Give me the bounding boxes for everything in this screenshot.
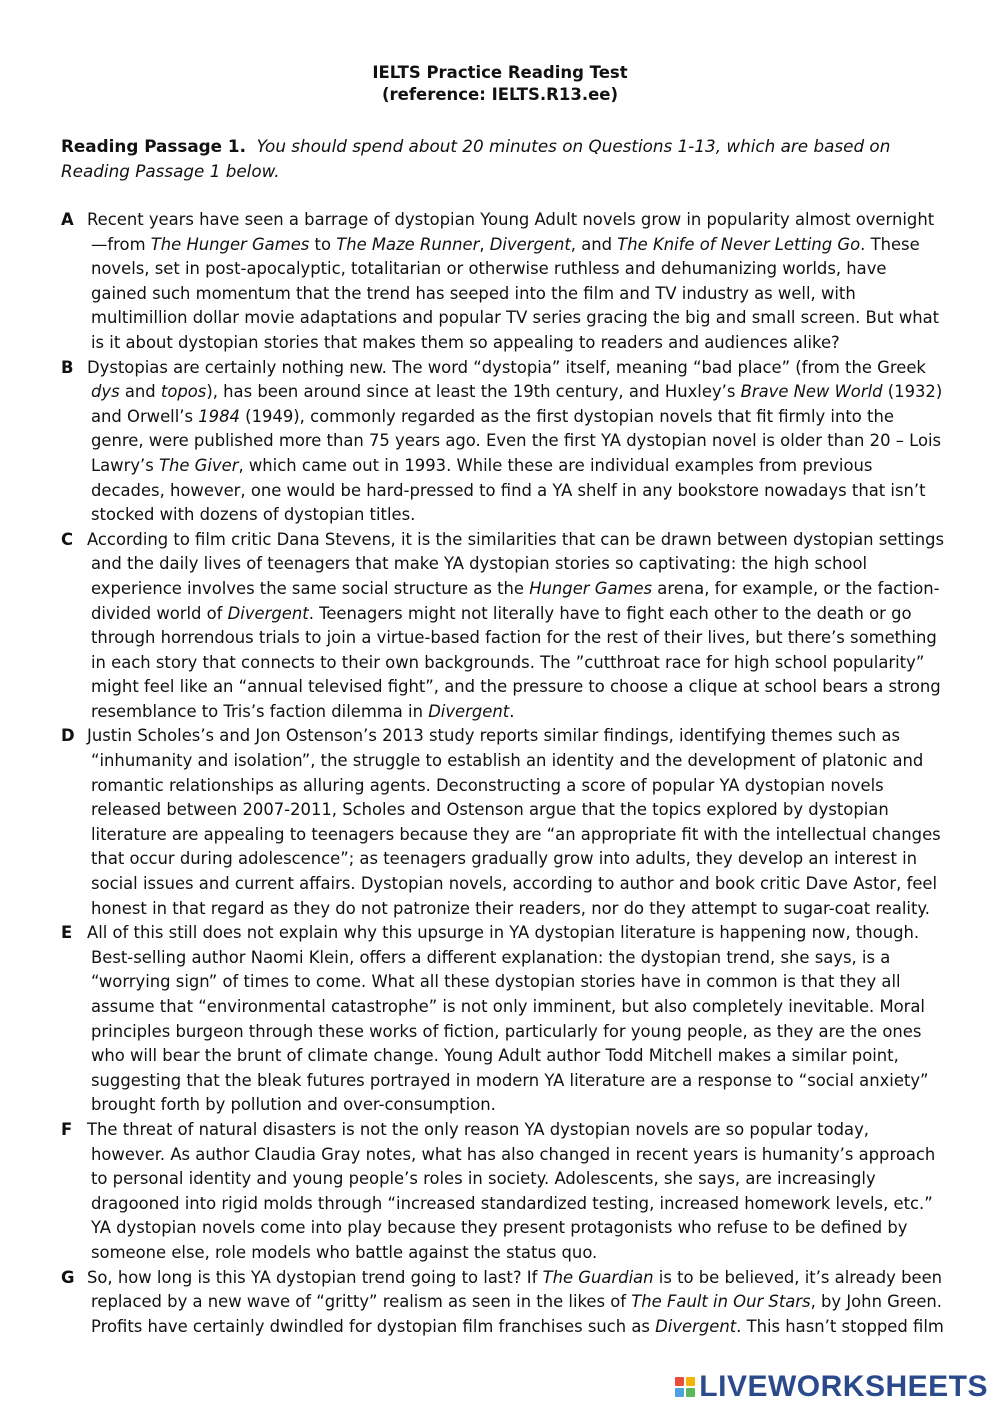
logo-block <box>675 1377 684 1386</box>
title-reference: The Knife of Never Letting Go <box>617 234 861 254</box>
paragraph-text: According to film critic Dana Stevens, it is the similarities that can be drawn between dystopian settings and the daily lives of teenagers that make YA dystopian stories so captivating: the high school experience involves the same social structure as the <box>87 529 945 598</box>
page-title: IELTS Practice Reading Test <box>372 63 628 82</box>
title-reference: The Fault in Our Stars <box>631 1292 811 1312</box>
paragraph-text: All of this still does not explain why this upsurge in YA dystopian literature is happening now, though. Best-selling author Naomi Klein, offers a different explanation: the dystopian trend, she says, is a “worrying sign” of times to come. What all these dystopian stories have in common is that they all assume that “environmental catastrophe” is not only imminent, but also completely inevitable. Moral principles burgeon through these works of fiction, particularly for young people, as they are the ones who will bear the brunt of climate change. Young Adult author Todd Mitchell makes a similar point, suggesting that the bleak futures portrayed in modern YA literature are a response to “social anxiety” brought forth by pollution and over-consumption. <box>87 923 929 1115</box>
logo-mark-icon <box>675 1377 695 1397</box>
paragraph-b <box>61 356 946 528</box>
paragraph-text: , <box>479 234 490 254</box>
paragraph-text: . These novels, set in post-apocalyptic, totalitarian or otherwise ruthless and dehumanizing worlds, have gained such momentum that the trend has seeped into the film and TV industry as well, with multimillion dollar movie adaptations and popular TV series gracing the big and small screen. But what is it about dystopian stories that makes them so appealing to readers and audiences alike? <box>91 234 940 352</box>
paragraph-text: ), has been around since at least the 19th century, and Huxley’s <box>206 382 741 402</box>
paragraph-text: . <box>509 701 515 721</box>
paragraph-e <box>61 921 946 1118</box>
logo-block <box>686 1388 695 1397</box>
reference-code: (reference: IELTS.R13.ee) <box>381 85 619 104</box>
title-reference: Brave New World <box>740 382 883 402</box>
title-reference: Hunger Games <box>529 578 653 598</box>
paragraph-letter: A <box>61 210 74 229</box>
paragraph-letter: C <box>61 529 74 549</box>
paragraph-text: (1949), commonly regarded as the first dystopian novels that fit firmly into the genre, were published more than 75 years ago. Even the first YA dystopian novel is older than 20 – Lois Lawry’s <box>91 406 942 475</box>
paragraph-text: . Teenagers might not literally have to fight each other to the death or go through horrendous trials to join a virtue-based faction for the rest of their lives, but there’s something in each story that connects to their own backgrounds. The ”cutthroat race for high school popularity” might feel like an “annual televised fight”, and the pressure to choose a clique at school bears a strong resemblance to Tris’s faction dilemma in <box>91 603 941 721</box>
title-reference: topos <box>160 382 207 402</box>
document-header <box>0 62 1000 106</box>
paragraph-text: and <box>119 382 161 402</box>
paragraph-text: So, how long is this YA dystopian trend going to last? If <box>87 1267 543 1287</box>
passage-label: Reading Passage 1. <box>61 136 246 156</box>
title-reference: Divergent <box>655 1316 737 1336</box>
paragraph-d <box>61 724 946 921</box>
logo-text: LIVEWORKSHEETS <box>699 1370 988 1403</box>
title-reference: Divergent <box>489 234 571 254</box>
passage-instruction: You should spend about 20 minutes on Questions 1-13, which are based on Reading Passage 1 below. <box>61 136 891 181</box>
logo-block <box>675 1388 684 1397</box>
paragraph-letter: D <box>61 726 75 746</box>
logo-block <box>686 1377 695 1386</box>
title-reference: The Giver <box>158 455 239 475</box>
paragraph-text: , and <box>570 234 618 254</box>
title-reference: dys <box>91 382 120 402</box>
paragraph-text: Justin Scholes’s and Jon Ostenson’s 2013 study reports similar findings, identifying themes such as “inhumanity and isolation”, the struggle to establish an identity and the development of platonic and romantic relationships as alluring agents. Deconstructing a score of popular YA dystopian novels released between 2007-2011, Scholes and Ostenson argue that the topics explored by dystopian literature are appealing to teenagers because they are “an appropriate fit with the intellectual changes that occur during adolescence”; as teenagers gradually grow into adults, they develop an interest in social issues and current affairs. Dystopian novels, according to author and book critic Dave Astor, feel honest in that regard as they do not patronize their readers, nor do they attempt to sugar-coat reality. <box>87 726 941 918</box>
title-reference: The Guardian <box>542 1267 654 1287</box>
title-reference: The Hunger Games <box>150 234 310 254</box>
title-reference: Divergent <box>428 701 510 721</box>
paragraph-text: is to be believed, it’s already been replaced by a new wave of “gritty” realism as seen in the likes of <box>91 1267 943 1312</box>
paragraph-text: Recent years have seen a barrage of dystopian Young Adult novels grow in popularity almost overnight—from <box>87 210 935 254</box>
paragraph-letter: F <box>61 1119 73 1139</box>
passage-body <box>61 208 946 1339</box>
liveworksheets-logo <box>675 1370 988 1404</box>
title-reference: The Maze Runner <box>336 234 480 254</box>
paragraph-letter: B <box>61 357 74 377</box>
paragraph-g <box>61 1266 946 1340</box>
paragraph-text: The threat of natural disasters is not the only reason YA dystopian novels are so popular today, however. As author Claudia Gray notes, what has also changed in recent years is humanity’s approach to personal identity and young people’s roles in society. Adolescents, she says, are increasingly dragooned into rigid molds through “increased standardized testing, increased homework levels, etc.” YA dystopian novels come into play because they present protagonists who refuse to be defined by someone else, role models who battle against the status quo. <box>87 1119 936 1262</box>
paragraph-c <box>61 528 946 725</box>
paragraph-text: (1932) and Orwell’s <box>91 382 943 426</box>
paragraph-f <box>61 1118 946 1266</box>
paragraph-a <box>61 208 946 356</box>
title-reference: 1984 <box>198 406 240 426</box>
passage-intro <box>61 134 941 184</box>
paragraph-text: to <box>309 234 337 254</box>
paragraph-text: Dystopias are certainly nothing new. The word “dystopia” itself, meaning “bad place” (from the Greek <box>87 357 926 377</box>
paragraph-text: . This hasn’t stopped film <box>736 1316 944 1336</box>
paragraph-text: , by John Green. Profits have certainly dwindled for dystopian film franchises such as <box>91 1292 943 1336</box>
paragraph-letter: E <box>61 923 73 943</box>
title-reference: Divergent <box>227 603 309 623</box>
paragraph-text: , which came out in 1993. While these are individual examples from previous decades, however, one would be hard-pressed to find a YA shelf in any bookstore nowadays that isn’t stocked with dozens of dystopian titles. <box>91 455 926 525</box>
paragraph-letter: G <box>61 1267 75 1287</box>
paragraph-text: arena, for example, or the faction-divided world of <box>91 578 940 623</box>
